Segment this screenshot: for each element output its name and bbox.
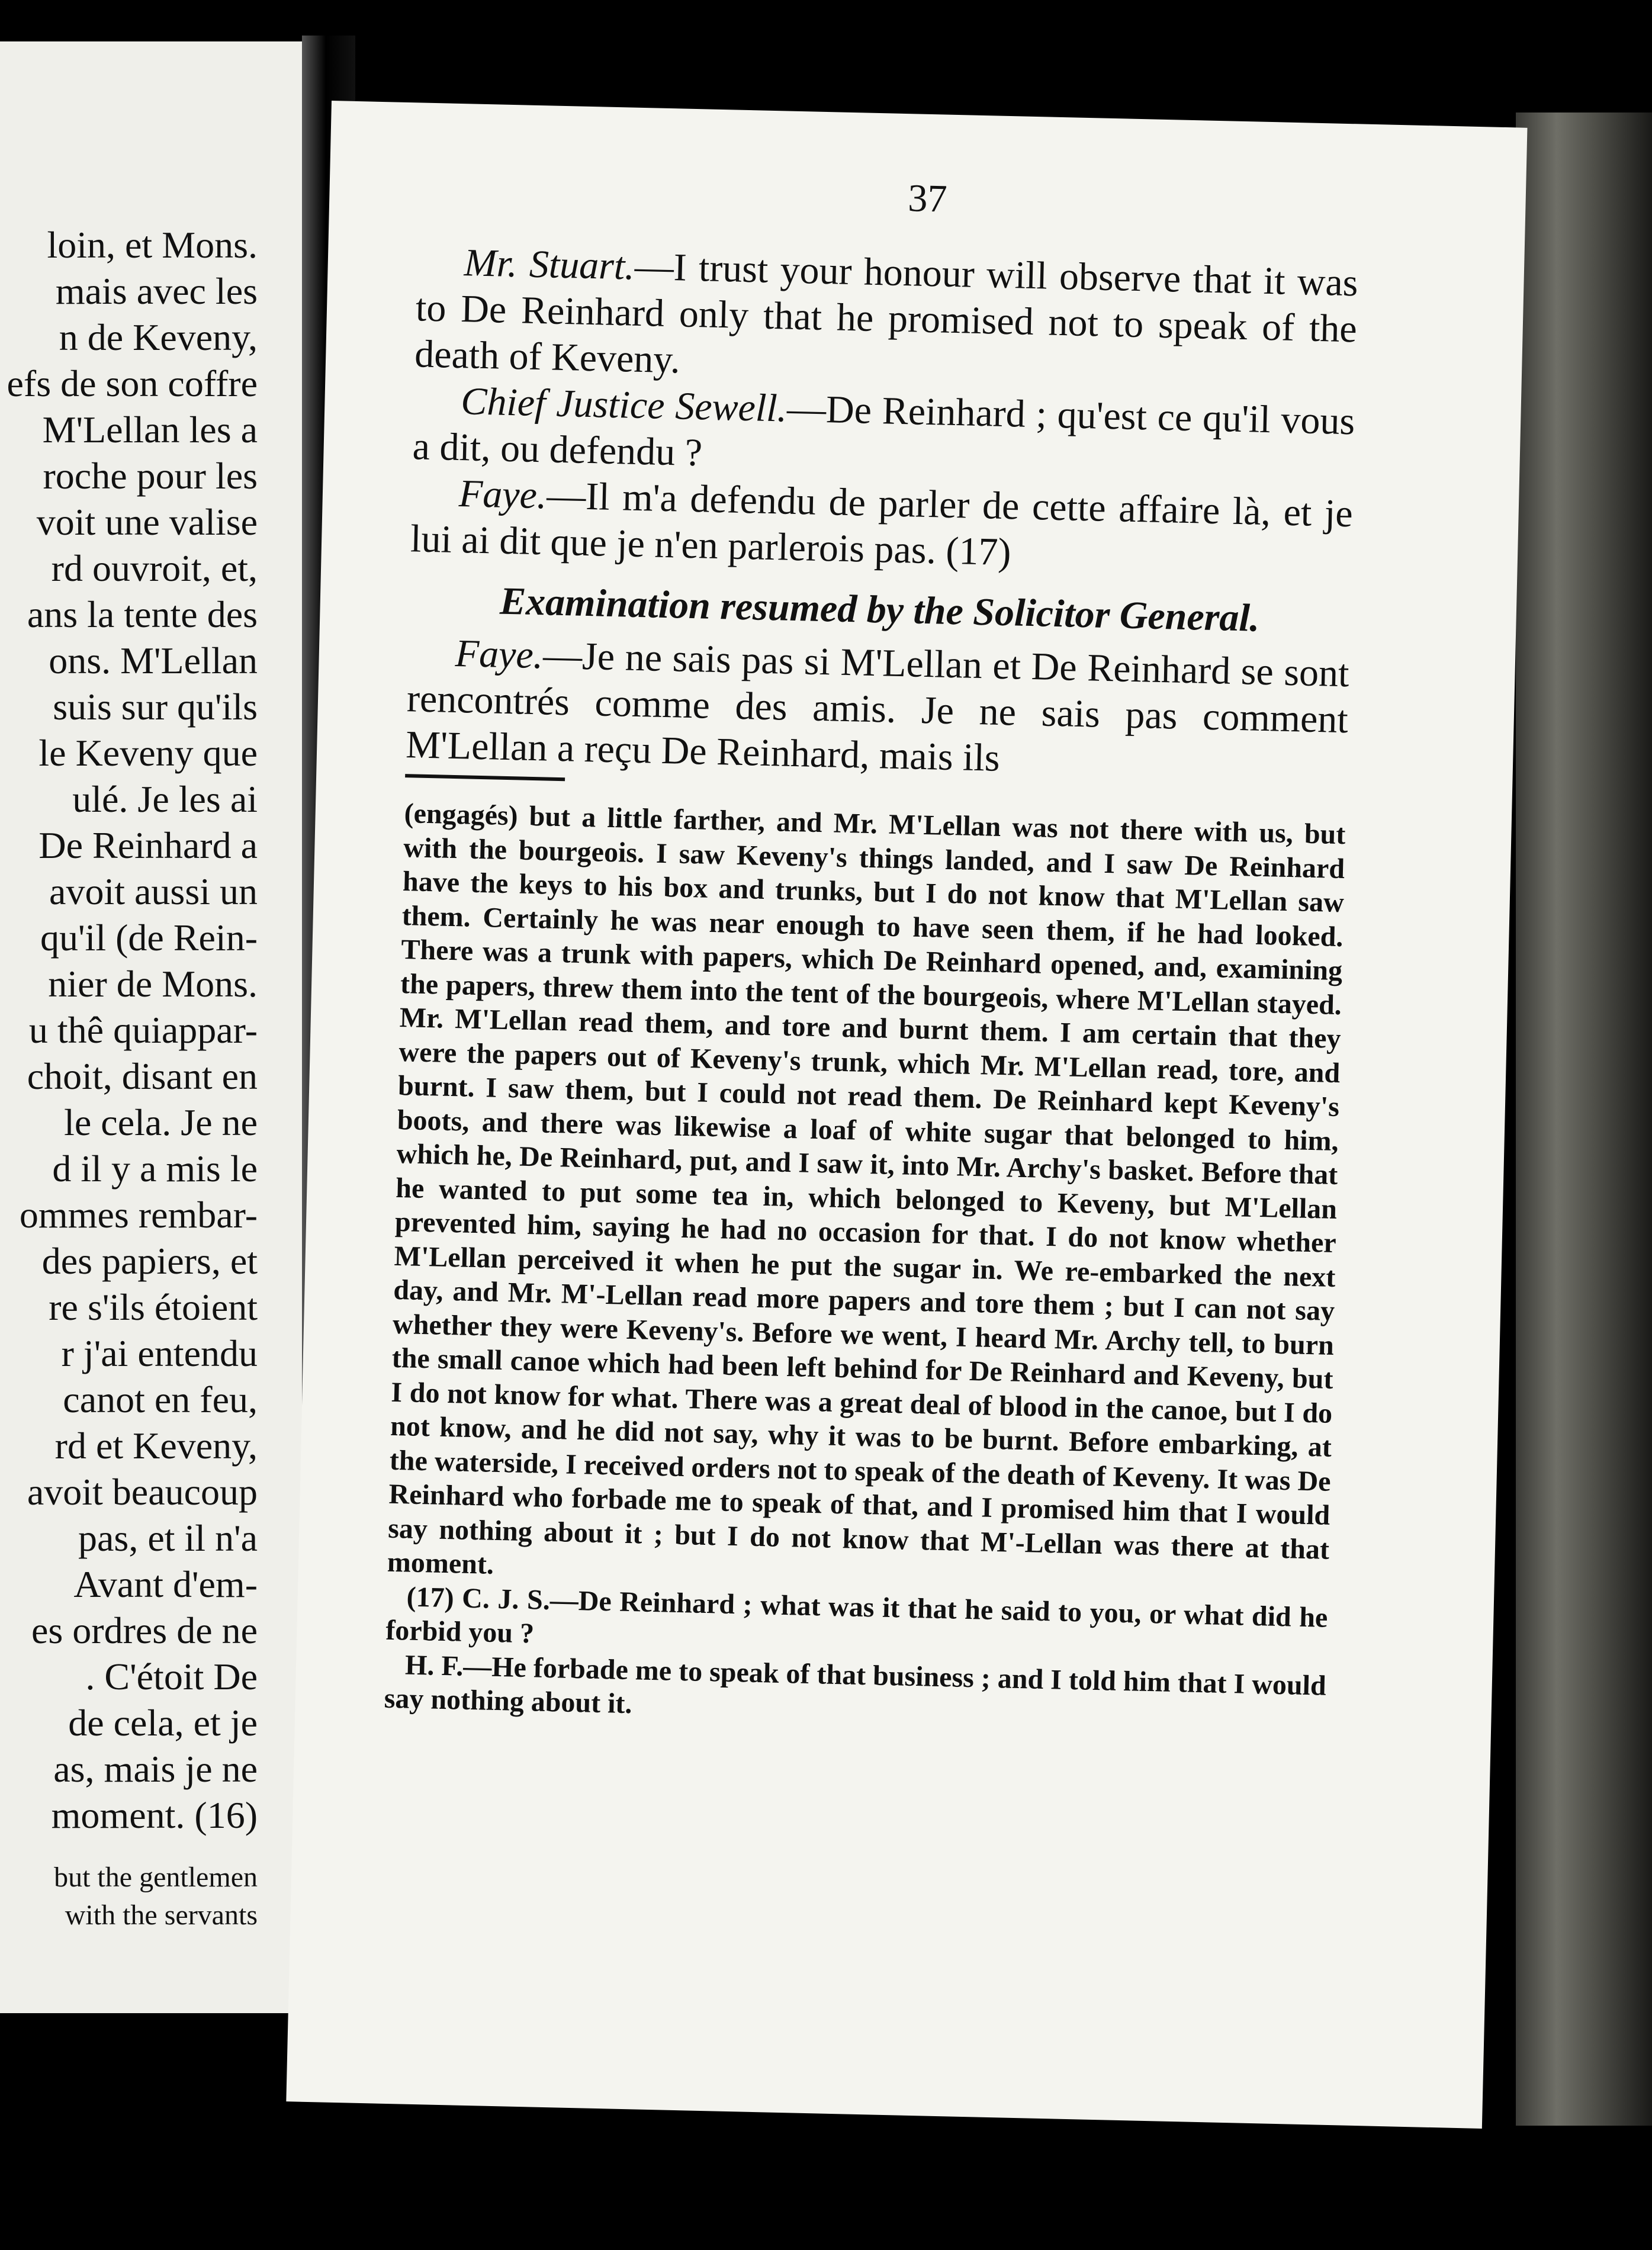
left-page-line: r j'ai entendu <box>61 1332 258 1374</box>
speaker-name: Mr. Stuart. <box>464 241 635 288</box>
left-page-line: M'Lellan les a <box>42 409 258 451</box>
left-page-line: voit une valise <box>36 501 258 543</box>
main-text <box>384 239 1358 1737</box>
left-page-line: avoit beaucoup <box>27 1471 258 1513</box>
paragraph-text: —Je ne sais pas si M'Lellan et De Reinhard se sont rencontrés comme des amis. Je ne sais pas comment M'Lellan a reçu De Reinhard, mais ils <box>405 634 1350 780</box>
footnote-text: —De Reinhard ; what was it that he said to you, or what did he forbid you ? <box>385 1584 1328 1650</box>
footnote-block <box>384 796 1346 1737</box>
left-page-line: le Keveny que <box>38 732 258 774</box>
left-page-line: moment. (16) <box>51 1794 258 1836</box>
left-page-text <box>0 222 258 1934</box>
left-page-line: u thê quiappar- <box>28 1009 258 1051</box>
speaker-name: Faye. <box>455 631 544 677</box>
left-page-line: d il y a mis le <box>52 1148 258 1190</box>
left-page-line: rd et Keveny, <box>54 1425 258 1467</box>
left-page-line: mais avec les <box>55 270 258 312</box>
left-page-line: des papiers, et <box>41 1240 258 1282</box>
paragraph-text: —De Reinhard ; qu'est ce qu'il vous a dit, ou defendu ? <box>412 387 1355 475</box>
section-heading: Examination resumed by the Solicitor General. <box>499 579 1261 640</box>
left-page-line: ons. M'Lellan <box>49 639 258 682</box>
left-page-line: avoit aussi un <box>49 870 258 912</box>
left-page-line: pas, et il n'a <box>78 1517 258 1559</box>
left-page-line: loin, et Mons. <box>47 224 258 266</box>
paragraph-text: —I trust your honour will observe that it was to De Reinhard only that he promised not to speak of the death of Keveny. <box>414 245 1359 382</box>
left-facing-page <box>0 41 314 2013</box>
footnote-continuation: (engagés) but a little farther, and Mr. M'Lellan was not there with us, but with the bourgeois. I saw Keveny's things landed, and I saw De Reinhard have the keys to his box and trunks, but I do not know that M'Lellan saw them. Certainly he was near enough to have seen them, if he had looked. There was a trunk with papers, which De Reinhard opened, and, examining the papers, threw them into the tent of the bourgeois, where M'Lellan stayed. Mr. M'Lellan read them, and tore and burnt them. I am certain that they were the papers out of Keveny's trunk, which Mr. M'Lellan read, tore, and burnt. I saw them, but I could not read them. De Reinhard kept Keveny's boots, and there was likewise a loaf of white sugar that belonged to him, which he, De Reinhard, put, and I saw it, into Mr. Archy's basket. Before that he wanted to put some tea in, which belonged to Keveny, but M'Lellan prevented him, saying he had no occasion for that. I do not know whether M'Lellan perceived it when he put the sugar in. We re-embarked the next day, and Mr. M'-Lellan read more papers and tore them ; but I can not say whether they were Keveny's. Before we went, I heard Mr. Archy tell, to burn the small canoe which had been left behind for De Reinhard and Keveny, but I do not know for what. There was a great deal of blood in the canoe, but I do not know, and he did not say, why it was to be burnt. Before embarking, at the waterside, I received orders not to speak of the death of Keveny. It was De Reinhard who forbade me to speak of that, and I promised him that I would say nothing about it ; but I do not know that M'-Lellan was there at that moment. <box>387 798 1346 1580</box>
left-page-line: canot en feu, <box>63 1378 258 1420</box>
paragraph-text: —Il m'a defendu de parler de cette affaire là, et je lui ai dit que je n'en parlerois pas. (17) <box>410 474 1354 574</box>
left-page-line: De Reinhard a <box>38 824 258 866</box>
left-page-line: choit, disant en <box>27 1055 258 1097</box>
left-page-line: rd ouvroit, et, <box>51 547 258 589</box>
page-number: 37 <box>907 176 948 221</box>
right-page <box>286 101 1527 2129</box>
footnote-speaker: C. J. S. <box>461 1582 551 1616</box>
left-page-line: ommes rembar- <box>19 1194 258 1236</box>
left-page-footnote <box>0 1859 258 1934</box>
left-page-line: ulé. Je les ai <box>72 778 258 820</box>
left-page-line: re s'ils étoient <box>49 1286 258 1328</box>
paragraph-faye-2 <box>405 629 1349 789</box>
left-page-line: suis sur qu'ils <box>53 686 258 728</box>
left-page-line: . C'étoit De <box>85 1656 258 1698</box>
left-page-line: roche pour les <box>43 455 258 497</box>
page-edge-shadow <box>1516 112 1652 2126</box>
footnote-marker: (17) <box>406 1581 455 1613</box>
left-page-line: as, mais je ne <box>53 1748 258 1790</box>
left-page-lines <box>0 222 258 1838</box>
left-page-line: es ordres de ne <box>31 1609 258 1651</box>
left-page-line: le cela. Je ne <box>64 1101 258 1143</box>
footnote-text: —He forbade me to speak of that business ; and I told him that I would say nothing about it. <box>384 1650 1327 1720</box>
left-page-line: de cela, et je <box>68 1702 258 1744</box>
left-page-line: ans la tente des <box>27 593 258 635</box>
left-page-line: efs de son coffre <box>7 362 258 404</box>
left-page-line: n de Keveny, <box>59 316 258 358</box>
left-footnote-line: with the servants <box>65 1899 258 1931</box>
left-footnote-line: but the gentlemen <box>54 1862 258 1893</box>
left-page-line: Avant d'em- <box>73 1563 258 1605</box>
speaker-name: Chief Justice Sewell. <box>460 380 788 430</box>
footnote-speaker: H. F. <box>404 1649 464 1682</box>
left-page-line: nier de Mons. <box>48 963 258 1005</box>
left-page-line: qu'il (de Rein- <box>40 917 258 959</box>
speaker-name: Faye. <box>458 472 548 518</box>
paragraph-stuart <box>414 239 1358 398</box>
